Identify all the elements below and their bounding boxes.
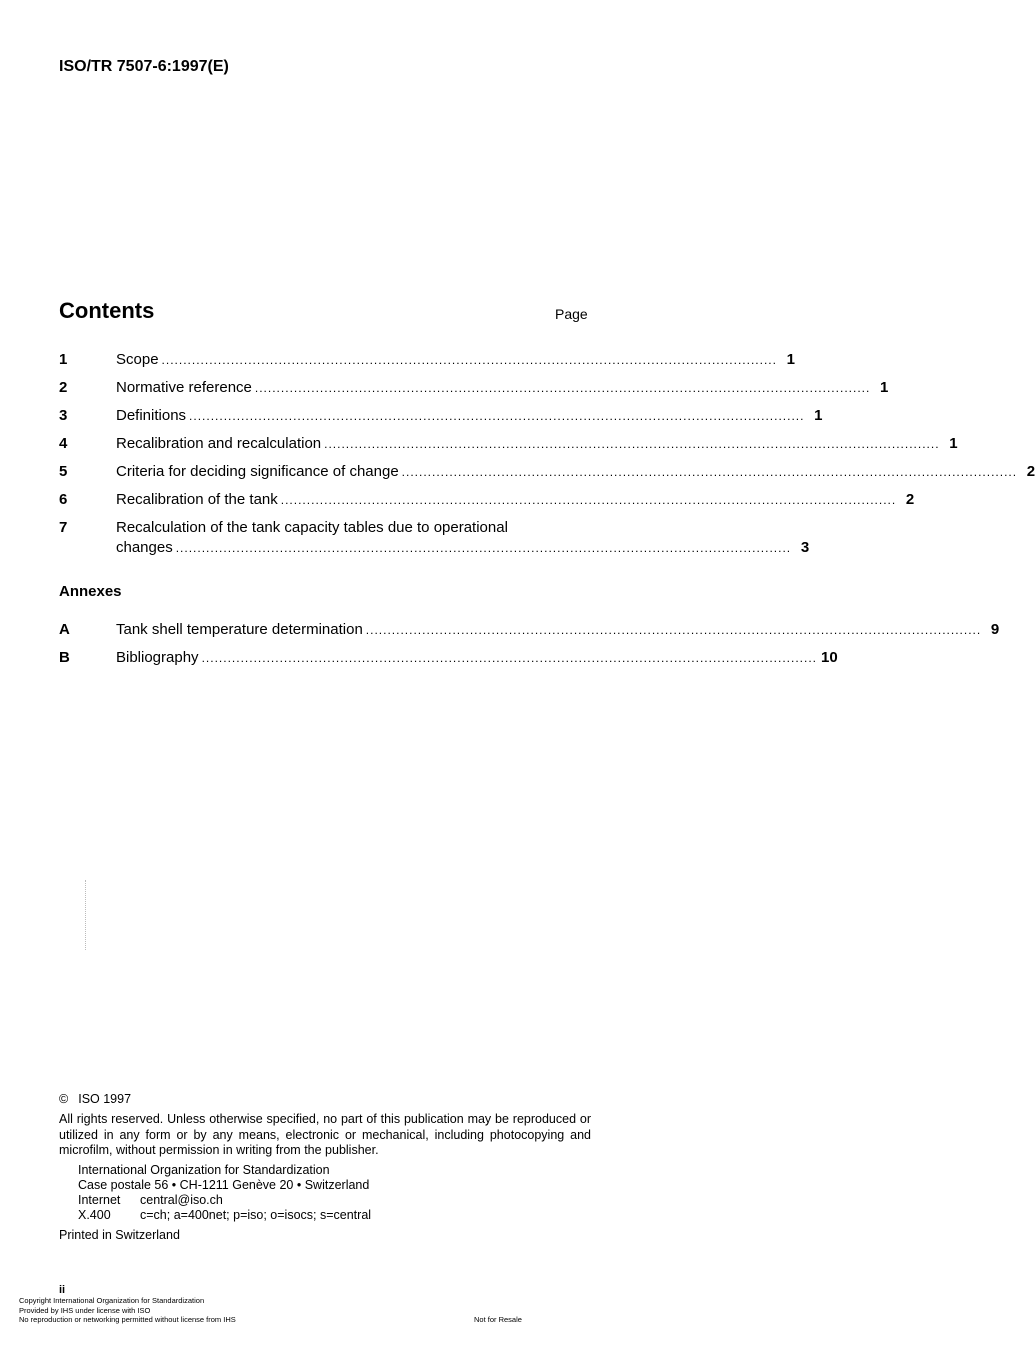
page-number: ii (59, 1284, 66, 1296)
dot-leader: .............................................................................................................................................. (401, 465, 1018, 479)
annex-item-title: Bibliography (116, 649, 199, 666)
toc-item-title: Recalculation of the tank capacity tables due to operational (116, 519, 508, 536)
scan-artifact-line (85, 880, 86, 950)
footer-line-2: Provided by IHS under license with ISO (19, 1305, 151, 1315)
toc-item-number: 3 (59, 407, 68, 424)
toc-item-number: 2 (59, 379, 68, 396)
printed-location: Printed in Switzerland (59, 1228, 180, 1242)
x400-address: c=ch; a=400net; p=iso; o=isocs; s=central (140, 1208, 372, 1222)
internet-label: Internet (78, 1193, 121, 1207)
toc-item-number: 5 (59, 463, 68, 480)
org-name: International Organization for Standardization (78, 1163, 330, 1177)
document-id: ISO/TR 7507-6:1997(E) (59, 58, 229, 75)
toc-item-page: 1 (786, 351, 795, 368)
toc-item-7[interactable] (59, 518, 810, 558)
footer-line-3: No reproduction or networking permitted without license from IHS (19, 1315, 236, 1324)
organization-address (78, 1163, 371, 1223)
dot-leader: .............................................................................................................................................. (161, 353, 777, 367)
dot-leader: .............................................................................................................................................. (365, 623, 982, 637)
dot-leader: .............................................................................................................................................. (175, 541, 792, 555)
annexes-heading: Annexes (59, 583, 122, 600)
toc-item-title: Criteria for deciding significance of change (116, 463, 399, 480)
dot-leader: .............................................................................................................................................. (324, 437, 940, 451)
toc-item-page: 1 (879, 379, 889, 396)
page-column-label: Page (555, 306, 588, 322)
dot-leader: .............................................................................................................................................. (254, 381, 871, 395)
dot-leader: .............................................................................................................................................. (280, 493, 897, 507)
x400-label: X.400 (78, 1208, 111, 1222)
internet-email[interactable]: central@iso.ch (140, 1193, 223, 1207)
toc-item-title: Recalibration and recalculation (116, 435, 322, 452)
org-internet (78, 1193, 371, 1208)
annex-item-letter: A (59, 621, 70, 638)
toc-item-title-continued: changes (116, 539, 173, 556)
toc-item-page: 3 (800, 539, 810, 556)
annex-item-page: 10 (821, 649, 838, 666)
toc-item-number: 4 (59, 435, 68, 452)
footer-line-1: Copyright International Organization for Standardization (19, 1296, 205, 1305)
toc-item-title: Normative reference (116, 379, 252, 396)
rights-statement: All rights reserved. Unless otherwise specified, no part of this publication may be reproduced or utilized in any form or by any means, electronic or mechanical, including photocopying and microfilm, without permission in writing from the publisher. (59, 1112, 591, 1157)
annex-item-title: Tank shell temperature determination (116, 621, 363, 638)
org-postal-address: Case postale 56 • CH-1211 Genève 20 • Switzerland (78, 1178, 370, 1192)
org-x400 (78, 1208, 371, 1223)
toc-item-title: Scope (116, 351, 159, 368)
annex-item-page: 9 (990, 621, 1000, 638)
dot-leader: .............................................................................................................................................. (201, 651, 817, 665)
toc-item-page: 1 (949, 435, 958, 452)
toc-item-title: Recalibration of the tank (116, 491, 278, 508)
toc-item-page: 2 (905, 491, 915, 508)
toc-item-number: 7 (59, 519, 68, 536)
license-footer (19, 1296, 236, 1325)
not-for-resale-notice: Not for Resale (474, 1315, 522, 1324)
toc-item-page: 2 (1026, 463, 1035, 480)
dot-leader: .............................................................................................................................................. (189, 409, 805, 423)
contents-heading: Contents (59, 298, 155, 323)
copyright-symbol: © (59, 1092, 69, 1106)
toc-item-page: 1 (814, 407, 823, 424)
copyright-notice (59, 1092, 131, 1106)
annex-item-letter: B (59, 649, 70, 666)
toc-item-number: 1 (59, 351, 68, 368)
toc-item-title: Definitions (116, 407, 187, 424)
toc-item-number: 6 (59, 491, 68, 508)
copyright-text: ISO 1997 (78, 1092, 132, 1106)
